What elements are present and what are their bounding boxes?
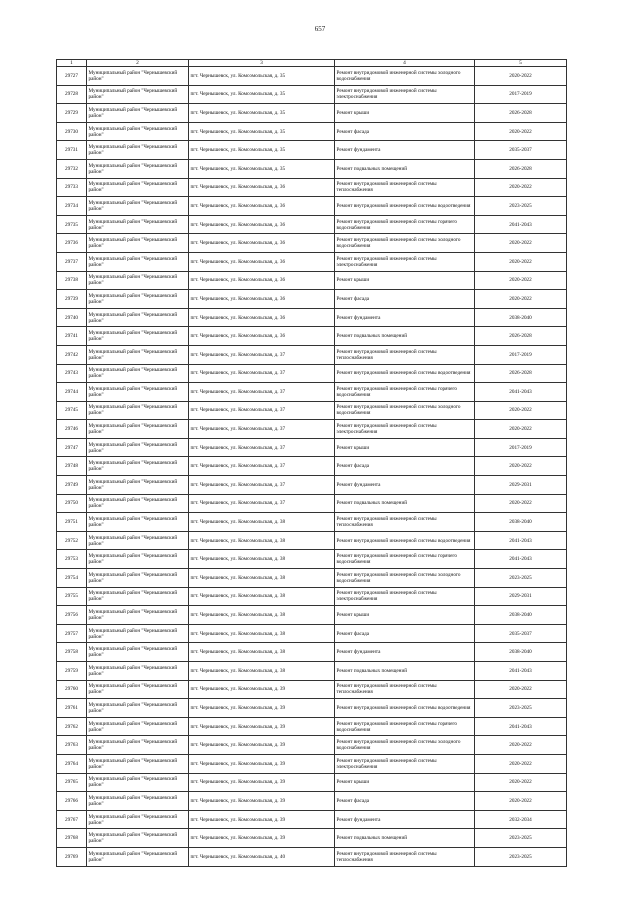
row-number-cell: 29749 xyxy=(57,476,87,495)
municipality-cell: Муниципальный район "Чернышевский район" xyxy=(87,699,189,718)
address-cell: пгт. Чернышевск, ул. Комсомольская, д. 35 xyxy=(189,141,335,160)
municipality-cell: Муниципальный район "Чернышевский район" xyxy=(87,252,189,271)
address-cell: пгт. Чернышевск, ул. Комсомольская, д. 35 xyxy=(189,85,335,104)
municipality-cell: Муниципальный район "Чернышевский район" xyxy=(87,420,189,439)
municipality-cell: Муниципальный район "Чернышевский район" xyxy=(87,810,189,829)
row-number-cell: 29735 xyxy=(57,215,87,234)
period-cell: 2020-2022 xyxy=(475,792,567,811)
table-row xyxy=(57,773,567,792)
period-cell: 2026-2028 xyxy=(475,327,567,346)
row-number-cell: 29750 xyxy=(57,494,87,513)
address-cell: пгт. Чернышевск, ул. Комсомольская, д. 38 xyxy=(189,624,335,643)
municipality-cell: Муниципальный район "Чернышевский район" xyxy=(87,476,189,495)
municipality-cell: Муниципальный район "Чернышевский район" xyxy=(87,531,189,550)
table-row xyxy=(57,141,567,160)
period-cell: 2029-2031 xyxy=(475,587,567,606)
municipality-cell: Муниципальный район "Чернышевский район" xyxy=(87,85,189,104)
work-type-cell: Ремонт внутридомовой инженерной системы водоотведения xyxy=(335,197,475,216)
column-header-3: 3 xyxy=(189,60,335,67)
row-number-cell: 29730 xyxy=(57,122,87,141)
address-cell: пгт. Чернышевск, ул. Комсомольская, д. 36 xyxy=(189,215,335,234)
table-row xyxy=(57,252,567,271)
period-cell: 2020-2022 xyxy=(475,420,567,439)
row-number-cell: 29766 xyxy=(57,792,87,811)
municipality-cell: Муниципальный район "Чернышевский район" xyxy=(87,773,189,792)
municipality-cell: Муниципальный район "Чернышевский район" xyxy=(87,662,189,681)
work-type-cell: Ремонт внутридомовой инженерной системы горячего водоснабжения xyxy=(335,550,475,569)
work-type-cell: Ремонт крыши xyxy=(335,773,475,792)
municipality-cell: Муниципальный район "Чернышевский район" xyxy=(87,327,189,346)
table-row xyxy=(57,624,567,643)
row-number-cell: 29741 xyxy=(57,327,87,346)
period-cell: 2041-2043 xyxy=(475,383,567,402)
municipality-cell: Муниципальный район "Чернышевский район" xyxy=(87,606,189,625)
row-number-cell: 29737 xyxy=(57,252,87,271)
work-type-cell: Ремонт внутридомовой инженерной системы электроснабжения xyxy=(335,754,475,773)
repair-schedule-table-wrapper xyxy=(56,59,566,867)
period-cell: 2020-2022 xyxy=(475,754,567,773)
row-number-cell: 29747 xyxy=(57,438,87,457)
address-cell: пгт. Чернышевск, ул. Комсомольская, д. 38 xyxy=(189,587,335,606)
row-number-cell: 29742 xyxy=(57,345,87,364)
table-row xyxy=(57,587,567,606)
row-number-cell: 29743 xyxy=(57,364,87,383)
address-cell: пгт. Чернышевск, ул. Комсомольская, д. 39 xyxy=(189,680,335,699)
period-cell: 2020-2022 xyxy=(475,401,567,420)
table-row xyxy=(57,736,567,755)
period-cell: 2020-2022 xyxy=(475,271,567,290)
row-number-cell: 29744 xyxy=(57,383,87,402)
row-number-cell: 29759 xyxy=(57,662,87,681)
period-cell: 2020-2022 xyxy=(475,290,567,309)
municipality-cell: Муниципальный район "Чернышевский район" xyxy=(87,401,189,420)
municipality-cell: Муниципальный район "Чернышевский район" xyxy=(87,215,189,234)
municipality-cell: Муниципальный район "Чернышевский район" xyxy=(87,364,189,383)
municipality-cell: Муниципальный район "Чернышевский район" xyxy=(87,197,189,216)
table-row xyxy=(57,569,567,588)
period-cell: 2035-2037 xyxy=(475,624,567,643)
table-row xyxy=(57,662,567,681)
municipality-cell: Муниципальный район "Чернышевский район" xyxy=(87,829,189,848)
row-number-cell: 29761 xyxy=(57,699,87,718)
work-type-cell: Ремонт внутридомовой инженерной системы холодного водоснабжения xyxy=(335,67,475,86)
table-row xyxy=(57,550,567,569)
row-number-cell: 29728 xyxy=(57,85,87,104)
column-header-5: 5 xyxy=(475,60,567,67)
period-cell: 2026-2028 xyxy=(475,159,567,178)
address-cell: пгт. Чернышевск, ул. Комсомольская, д. 39 xyxy=(189,699,335,718)
period-cell: 2041-2043 xyxy=(475,215,567,234)
row-number-cell: 29765 xyxy=(57,773,87,792)
period-cell: 2026-2028 xyxy=(475,364,567,383)
period-cell: 2020-2022 xyxy=(475,680,567,699)
work-type-cell: Ремонт крыши xyxy=(335,606,475,625)
period-cell: 2020-2022 xyxy=(475,252,567,271)
row-number-cell: 29727 xyxy=(57,67,87,86)
municipality-cell: Муниципальный район "Чернышевский район" xyxy=(87,717,189,736)
table-row xyxy=(57,476,567,495)
address-cell: пгт. Чернышевск, ул. Комсомольская, д. 38 xyxy=(189,643,335,662)
work-type-cell: Ремонт фундамента xyxy=(335,141,475,160)
municipality-cell: Муниципальный район "Чернышевский район" xyxy=(87,754,189,773)
address-cell: пгт. Чернышевск, ул. Комсомольская, д. 38 xyxy=(189,662,335,681)
address-cell: пгт. Чернышевск, ул. Комсомольская, д. 37 xyxy=(189,364,335,383)
table-row xyxy=(57,494,567,513)
work-type-cell: Ремонт фасада xyxy=(335,122,475,141)
period-cell: 2020-2022 xyxy=(475,67,567,86)
page-number: 657 xyxy=(314,25,326,33)
row-number-cell: 29754 xyxy=(57,569,87,588)
period-cell: 2032-2034 xyxy=(475,810,567,829)
row-number-cell: 29738 xyxy=(57,271,87,290)
address-cell: пгт. Чернышевск, ул. Комсомольская, д. 35 xyxy=(189,104,335,123)
table-row xyxy=(57,606,567,625)
municipality-cell: Муниципальный район "Чернышевский район" xyxy=(87,345,189,364)
row-number-cell: 29740 xyxy=(57,308,87,327)
work-type-cell: Ремонт внутридомовой инженерной системы водоотведения xyxy=(335,699,475,718)
row-number-cell: 29758 xyxy=(57,643,87,662)
work-type-cell: Ремонт крыши xyxy=(335,104,475,123)
row-number-cell: 29768 xyxy=(57,829,87,848)
work-type-cell: Ремонт внутридомовой инженерной системы горячего водоснабжения xyxy=(335,717,475,736)
table-row xyxy=(57,438,567,457)
period-cell: 2017-2019 xyxy=(475,345,567,364)
work-type-cell: Ремонт фасада xyxy=(335,624,475,643)
row-number-cell: 29764 xyxy=(57,754,87,773)
work-type-cell: Ремонт внутридомовой инженерной системы холодного водоснабжения xyxy=(335,234,475,253)
address-cell: пгт. Чернышевск, ул. Комсомольская, д. 36 xyxy=(189,327,335,346)
period-cell: 2035-2037 xyxy=(475,141,567,160)
period-cell: 2041-2043 xyxy=(475,550,567,569)
row-number-cell: 29732 xyxy=(57,159,87,178)
row-number-cell: 29751 xyxy=(57,513,87,532)
row-number-cell: 29767 xyxy=(57,810,87,829)
period-cell: 2038-2040 xyxy=(475,308,567,327)
row-number-cell: 29739 xyxy=(57,290,87,309)
period-cell: 2020-2022 xyxy=(475,773,567,792)
row-number-cell: 29734 xyxy=(57,197,87,216)
address-cell: пгт. Чернышевск, ул. Комсомольская, д. 36 xyxy=(189,197,335,216)
row-number-cell: 29760 xyxy=(57,680,87,699)
work-type-cell: Ремонт внутридомовой инженерной системы электроснабжения xyxy=(335,252,475,271)
table-header xyxy=(57,60,567,67)
table-row xyxy=(57,847,567,866)
municipality-cell: Муниципальный район "Чернышевский район" xyxy=(87,513,189,532)
municipality-cell: Муниципальный район "Чернышевский район" xyxy=(87,290,189,309)
period-cell: 2041-2043 xyxy=(475,717,567,736)
municipality-cell: Муниципальный район "Чернышевский район" xyxy=(87,104,189,123)
period-cell: 2041-2043 xyxy=(475,662,567,681)
work-type-cell: Ремонт внутридомовой инженерной системы теплоснабжения xyxy=(335,345,475,364)
address-cell: пгт. Чернышевск, ул. Комсомольская, д. 36 xyxy=(189,234,335,253)
table-row xyxy=(57,513,567,532)
work-type-cell: Ремонт внутридомовой инженерной системы электроснабжения xyxy=(335,85,475,104)
row-number-cell: 29769 xyxy=(57,847,87,866)
municipality-cell: Муниципальный район "Чернышевский район" xyxy=(87,847,189,866)
work-type-cell: Ремонт крыши xyxy=(335,271,475,290)
municipality-cell: Муниципальный район "Чернышевский район" xyxy=(87,308,189,327)
period-cell: 2017-2019 xyxy=(475,438,567,457)
table-row xyxy=(57,420,567,439)
address-cell: пгт. Чернышевск, ул. Комсомольская, д. 38 xyxy=(189,531,335,550)
row-number-cell: 29748 xyxy=(57,457,87,476)
work-type-cell: Ремонт внутридомовой инженерной системы электроснабжения xyxy=(335,420,475,439)
municipality-cell: Муниципальный район "Чернышевский район" xyxy=(87,271,189,290)
row-number-cell: 29729 xyxy=(57,104,87,123)
work-type-cell: Ремонт подвальных помещений xyxy=(335,159,475,178)
address-cell: пгт. Чернышевск, ул. Комсомольская, д. 36 xyxy=(189,290,335,309)
period-cell: 2020-2022 xyxy=(475,736,567,755)
work-type-cell: Ремонт внутридомовой инженерной системы электроснабжения xyxy=(335,587,475,606)
work-type-cell: Ремонт подвальных помещений xyxy=(335,494,475,513)
column-header-4: 4 xyxy=(335,60,475,67)
municipality-cell: Муниципальный район "Чернышевский район" xyxy=(87,494,189,513)
table-body xyxy=(57,67,567,867)
address-cell: пгт. Чернышевск, ул. Комсомольская, д. 37 xyxy=(189,345,335,364)
work-type-cell: Ремонт внутридомовой инженерной системы теплоснабжения xyxy=(335,513,475,532)
work-type-cell: Ремонт фасада xyxy=(335,792,475,811)
municipality-cell: Муниципальный район "Чернышевский район" xyxy=(87,383,189,402)
table-row xyxy=(57,364,567,383)
table-row xyxy=(57,401,567,420)
table-row xyxy=(57,159,567,178)
table-row xyxy=(57,67,567,86)
work-type-cell: Ремонт внутридомовой инженерной системы теплоснабжения xyxy=(335,680,475,699)
table-row xyxy=(57,457,567,476)
period-cell: 2023-2025 xyxy=(475,847,567,866)
municipality-cell: Муниципальный район "Чернышевский район" xyxy=(87,234,189,253)
table-row xyxy=(57,699,567,718)
period-cell: 2023-2025 xyxy=(475,569,567,588)
address-cell: пгт. Чернышевск, ул. Комсомольская, д. 36 xyxy=(189,178,335,197)
address-cell: пгт. Чернышевск, ул. Комсомольская, д. 38 xyxy=(189,513,335,532)
row-number-cell: 29731 xyxy=(57,141,87,160)
table-row xyxy=(57,643,567,662)
address-cell: пгт. Чернышевск, ул. Комсомольская, д. 40 xyxy=(189,847,335,866)
work-type-cell: Ремонт фасада xyxy=(335,457,475,476)
table-row xyxy=(57,85,567,104)
address-cell: пгт. Чернышевск, ул. Комсомольская, д. 38 xyxy=(189,606,335,625)
work-type-cell: Ремонт подвальных помещений xyxy=(335,327,475,346)
work-type-cell: Ремонт подвальных помещений xyxy=(335,662,475,681)
work-type-cell: Ремонт фундамента xyxy=(335,643,475,662)
address-cell: пгт. Чернышевск, ул. Комсомольская, д. 37 xyxy=(189,383,335,402)
address-cell: пгт. Чернышевск, ул. Комсомольская, д. 38 xyxy=(189,550,335,569)
table-row xyxy=(57,327,567,346)
period-cell: 2023-2025 xyxy=(475,699,567,718)
period-cell: 2020-2022 xyxy=(475,122,567,141)
address-cell: пгт. Чернышевск, ул. Комсомольская, д. 39 xyxy=(189,792,335,811)
work-type-cell: Ремонт фундамента xyxy=(335,476,475,495)
table-row xyxy=(57,290,567,309)
period-cell: 2038-2040 xyxy=(475,513,567,532)
table-row xyxy=(57,197,567,216)
municipality-cell: Муниципальный район "Чернышевский район" xyxy=(87,178,189,197)
row-number-cell: 29755 xyxy=(57,587,87,606)
municipality-cell: Муниципальный район "Чернышевский район" xyxy=(87,122,189,141)
table-row xyxy=(57,178,567,197)
municipality-cell: Муниципальный район "Чернышевский район" xyxy=(87,457,189,476)
period-cell: 2041-2043 xyxy=(475,531,567,550)
municipality-cell: Муниципальный район "Чернышевский район" xyxy=(87,587,189,606)
address-cell: пгт. Чернышевск, ул. Комсомольская, д. 39 xyxy=(189,773,335,792)
repair-schedule-table xyxy=(56,59,567,867)
row-number-cell: 29753 xyxy=(57,550,87,569)
table-row xyxy=(57,754,567,773)
address-cell: пгт. Чернышевск, ул. Комсомольская, д. 35 xyxy=(189,122,335,141)
address-cell: пгт. Чернышевск, ул. Комсомольская, д. 37 xyxy=(189,457,335,476)
municipality-cell: Муниципальный район "Чернышевский район" xyxy=(87,624,189,643)
row-number-cell: 29756 xyxy=(57,606,87,625)
table-row xyxy=(57,717,567,736)
table-row xyxy=(57,122,567,141)
row-number-cell: 29762 xyxy=(57,717,87,736)
table-row xyxy=(57,792,567,811)
municipality-cell: Муниципальный район "Чернышевский район" xyxy=(87,141,189,160)
row-number-cell: 29733 xyxy=(57,178,87,197)
address-cell: пгт. Чернышевск, ул. Комсомольская, д. 38 xyxy=(189,569,335,588)
municipality-cell: Муниципальный район "Чернышевский район" xyxy=(87,643,189,662)
work-type-cell: Ремонт внутридомовой инженерной системы водоотведения xyxy=(335,364,475,383)
address-cell: пгт. Чернышевск, ул. Комсомольская, д. 36 xyxy=(189,308,335,327)
municipality-cell: Муниципальный район "Чернышевский район" xyxy=(87,736,189,755)
row-number-cell: 29746 xyxy=(57,420,87,439)
address-cell: пгт. Чернышевск, ул. Комсомольская, д. 37 xyxy=(189,420,335,439)
work-type-cell: Ремонт внутридомовой инженерной системы теплоснабжения xyxy=(335,847,475,866)
address-cell: пгт. Чернышевск, ул. Комсомольская, д. 39 xyxy=(189,810,335,829)
address-cell: пгт. Чернышевск, ул. Комсомольская, д. 36 xyxy=(189,271,335,290)
period-cell: 2020-2022 xyxy=(475,178,567,197)
table-row xyxy=(57,104,567,123)
address-cell: пгт. Чернышевск, ул. Комсомольская, д. 37 xyxy=(189,476,335,495)
period-cell: 2017-2019 xyxy=(475,85,567,104)
work-type-cell: Ремонт крыши xyxy=(335,438,475,457)
row-number-cell: 29736 xyxy=(57,234,87,253)
period-cell: 2038-2040 xyxy=(475,606,567,625)
period-cell: 2038-2040 xyxy=(475,643,567,662)
row-number-cell: 29757 xyxy=(57,624,87,643)
work-type-cell: Ремонт фундамента xyxy=(335,308,475,327)
table-row xyxy=(57,345,567,364)
work-type-cell: Ремонт внутридомовой инженерной системы водоотведения xyxy=(335,531,475,550)
work-type-cell: Ремонт внутридомовой инженерной системы горячего водоснабжения xyxy=(335,383,475,402)
period-cell: 2023-2025 xyxy=(475,829,567,848)
period-cell: 2023-2025 xyxy=(475,197,567,216)
municipality-cell: Муниципальный район "Чернышевский район" xyxy=(87,550,189,569)
address-cell: пгт. Чернышевск, ул. Комсомольская, д. 36 xyxy=(189,252,335,271)
address-cell: пгт. Чернышевск, ул. Комсомольская, д. 39 xyxy=(189,736,335,755)
table-row xyxy=(57,531,567,550)
table-row xyxy=(57,234,567,253)
work-type-cell: Ремонт внутридомовой инженерной системы холодного водоснабжения xyxy=(335,736,475,755)
column-header-2: 2 xyxy=(87,60,189,67)
work-type-cell: Ремонт внутридомовой инженерной системы горячего водоснабжения xyxy=(335,215,475,234)
work-type-cell: Ремонт фасада xyxy=(335,290,475,309)
table-row xyxy=(57,383,567,402)
address-cell: пгт. Чернышевск, ул. Комсомольская, д. 37 xyxy=(189,401,335,420)
row-number-cell: 29763 xyxy=(57,736,87,755)
address-cell: пгт. Чернышевск, ул. Комсомольская, д. 39 xyxy=(189,717,335,736)
address-cell: пгт. Чернышевск, ул. Комсомольская, д. 35 xyxy=(189,159,335,178)
table-row xyxy=(57,680,567,699)
period-cell: 2020-2022 xyxy=(475,457,567,476)
municipality-cell: Муниципальный район "Чернышевский район" xyxy=(87,680,189,699)
column-header-1: 1 xyxy=(57,60,87,67)
work-type-cell: Ремонт внутридомовой инженерной системы теплоснабжения xyxy=(335,178,475,197)
address-cell: пгт. Чернышевск, ул. Комсомольская, д. 37 xyxy=(189,438,335,457)
table-row xyxy=(57,829,567,848)
table-row xyxy=(57,308,567,327)
municipality-cell: Муниципальный район "Чернышевский район" xyxy=(87,67,189,86)
period-cell: 2020-2022 xyxy=(475,494,567,513)
address-cell: пгт. Чернышевск, ул. Комсомольская, д. 39 xyxy=(189,754,335,773)
row-number-cell: 29745 xyxy=(57,401,87,420)
municipality-cell: Муниципальный район "Чернышевский район" xyxy=(87,159,189,178)
header-row xyxy=(57,60,567,67)
municipality-cell: Муниципальный район "Чернышевский район" xyxy=(87,569,189,588)
address-cell: пгт. Чернышевск, ул. Комсомольская, д. 37 xyxy=(189,494,335,513)
work-type-cell: Ремонт фундамента xyxy=(335,810,475,829)
address-cell: пгт. Чернышевск, ул. Комсомольская, д. 39 xyxy=(189,829,335,848)
work-type-cell: Ремонт внутридомовой инженерной системы холодного водоснабжения xyxy=(335,569,475,588)
municipality-cell: Муниципальный район "Чернышевский район" xyxy=(87,438,189,457)
work-type-cell: Ремонт внутридомовой инженерной системы холодного водоснабжения xyxy=(335,401,475,420)
address-cell: пгт. Чернышевск, ул. Комсомольская, д. 35 xyxy=(189,67,335,86)
work-type-cell: Ремонт подвальных помещений xyxy=(335,829,475,848)
period-cell: 2029-2031 xyxy=(475,476,567,495)
table-row xyxy=(57,215,567,234)
period-cell: 2026-2028 xyxy=(475,104,567,123)
period-cell: 2020-2022 xyxy=(475,234,567,253)
table-row xyxy=(57,810,567,829)
municipality-cell: Муниципальный район "Чернышевский район" xyxy=(87,792,189,811)
row-number-cell: 29752 xyxy=(57,531,87,550)
table-row xyxy=(57,271,567,290)
